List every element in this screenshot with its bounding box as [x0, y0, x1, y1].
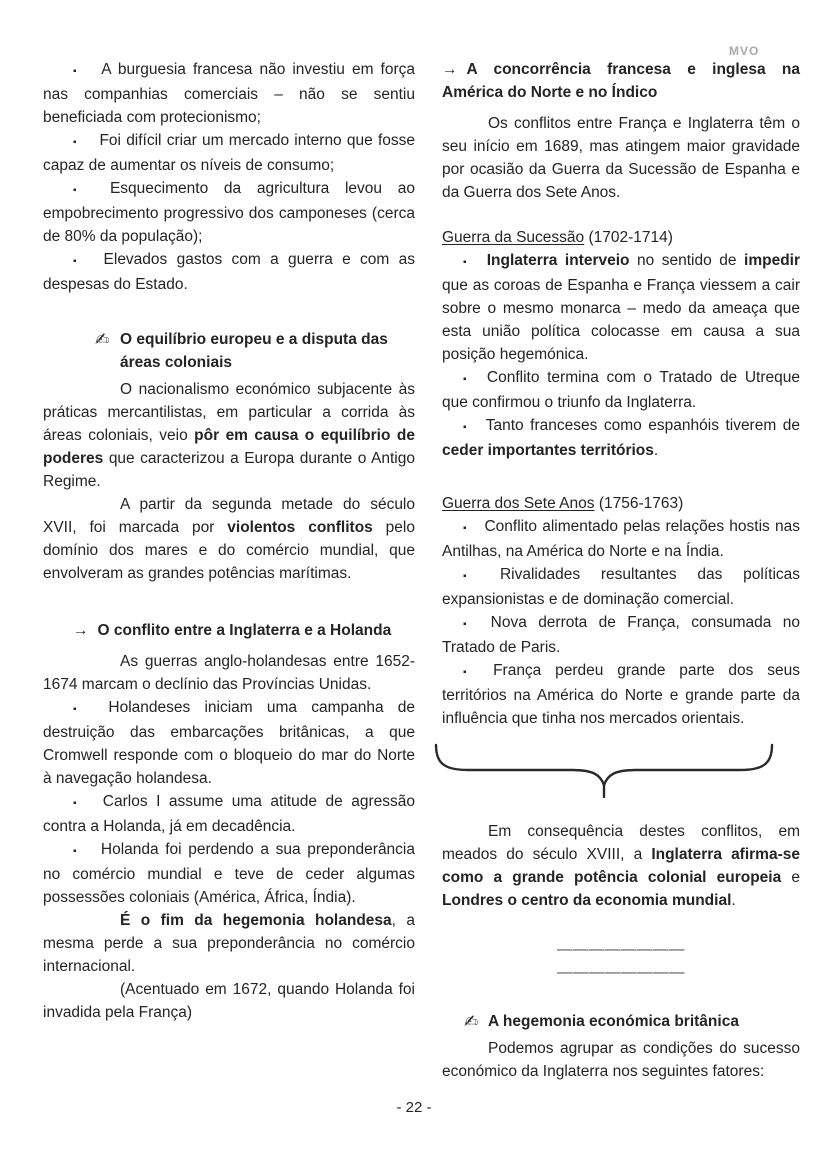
bullet-item: [442, 515, 800, 563]
bullet-item: [442, 563, 800, 611]
section-heading-text: A hegemonia económica britânica: [488, 1013, 739, 1030]
arrow-icon: →: [73, 622, 89, 639]
bullet-icon: ▪: [73, 185, 88, 196]
bullet-icon: ▪: [463, 619, 474, 630]
bullet-item: [43, 696, 415, 790]
bullet-icon: ▪: [73, 704, 87, 715]
bullet-item: [442, 611, 800, 659]
section-heading-text: O equilíbrio europeu e a disputa das áreas coloniais: [120, 331, 388, 371]
arrow-icon: →: [442, 61, 458, 78]
bullet-item: [43, 58, 415, 129]
writing-hand-icon: ✍: [95, 330, 110, 349]
arrow-heading: [43, 619, 415, 642]
bullet-text: Nova derrota de França, consumada no Tratado de Paris.: [442, 614, 800, 656]
bullet-text: Elevados gastos com a guerra e com as despesas do Estado.: [43, 251, 415, 293]
bullet-icon: ▪: [73, 846, 79, 857]
bullet-icon: ▪: [73, 256, 82, 267]
arrow-heading-text: O conflito entre a Inglaterra e a Holanda: [97, 622, 392, 639]
bullet-text: Carlos I assume uma atitude de agressão contra a Holanda, já em decadência.: [43, 793, 416, 835]
paragraph: [43, 909, 415, 978]
bullet-icon: ▪: [73, 66, 80, 77]
bullet-item: [43, 838, 415, 909]
bullet-text: Conflito alimentado pelas relações hostis nas Antilhas, na América do Norte e na Índia.: [442, 518, 800, 560]
bullet-text: Holanda foi perdendo a sua preponderância no comércio mundial e teve de ceder algumas possessões coloniais (América, África, Índia).: [43, 841, 415, 906]
paragraph-text: Em consequência destes conflitos, em meados do século XVIII, a Inglaterra afirma-se como a grande potência colonial europeia e Londres o centro da economia mundial.: [442, 823, 800, 909]
bullet-text: Inglaterra interveio no sentido de impedir que as coroas de Espanha e França viessem a cair sobre o mesmo monarca – medo da ameaça que esta união política colocasse em causa a sua posição hegemónica.: [442, 252, 800, 363]
bullet-icon: ▪: [463, 667, 477, 678]
brace-graphic: [434, 742, 800, 800]
left-column: [43, 58, 415, 1024]
paragraph-text: As guerras anglo-holandesas entre 1652-1674 marcam o declínio das Províncias Unidas.: [43, 653, 415, 693]
bullet-text: Rivalidades resultantes das políticas expansionistas e de dominação comercial.: [442, 566, 801, 608]
bullet-item: [43, 248, 415, 296]
separator-dashes: [442, 938, 800, 961]
war-subheading: [442, 492, 800, 515]
paragraph-text: (Acentuado em 1672, quando Holanda foi invadida pela França): [43, 981, 415, 1021]
paragraph: [43, 493, 415, 585]
bullet-item: [442, 366, 800, 414]
bullet-item: [442, 249, 800, 366]
arrow-heading-text: A concorrência francesa e inglesa na América do Norte e no Índico: [442, 61, 800, 101]
bullet-text: Holandeses iniciam uma campanha de destruição das embarcações britânicas, a que Cromwell responde com o bloqueio do mar do Norte à navegação holandesa.: [43, 699, 415, 787]
bullet-item: [442, 414, 800, 462]
paragraph: [43, 650, 415, 696]
right-column: [442, 58, 800, 1083]
bullet-icon: ▪: [463, 257, 470, 268]
paragraph: [43, 378, 415, 493]
bullet-text: Conflito termina com o Tratado de Utreque que confirmou o triunfo da Inglaterra.: [442, 369, 800, 411]
separator-dashes: [442, 961, 800, 984]
war-subheading: [442, 226, 800, 249]
arrow-heading: [442, 58, 800, 104]
bullet-icon: ▪: [463, 374, 470, 385]
war-subheading-text: Guerra da Sucessão (1702-1714): [442, 229, 673, 246]
bullet-icon: ▪: [73, 137, 78, 148]
paragraph-text: A partir da segunda metade do século XVII, foi marcada por violentos conflitos pelo domínio dos mares e do comércio mundial, que envolveram as grandes potências marítimas.: [43, 496, 415, 582]
bullet-item: [43, 790, 415, 838]
writing-hand-icon: ✍: [464, 1012, 479, 1031]
bullet-item: [43, 177, 415, 248]
paragraph-text: Podemos agrupar as condições do sucesso económico da Inglaterra nos seguintes fatores:: [442, 1040, 800, 1080]
bullet-text: França perdeu grande parte dos seus territórios na América do Norte e grande parte da influência que tinha nos mercados orientais.: [442, 662, 800, 727]
bullet-icon: ▪: [463, 422, 469, 433]
section-heading: [442, 1010, 800, 1033]
bullet-text: Foi difícil criar um mercado interno que fosse capaz de aumentar os níveis de consumo;: [43, 132, 415, 174]
paragraph-text: O nacionalismo económico subjacente às práticas mercantilistas, em particular a corrida às áreas coloniais, veio pôr em causa o equilíbrio de poderes que caracterizou a Europa durante o Antigo Regime.: [43, 381, 415, 490]
bullet-icon: ▪: [73, 798, 81, 809]
paragraph: [442, 1037, 800, 1083]
section-heading: [43, 328, 415, 374]
paragraph-text: Os conflitos entre França e Inglaterra têm o seu início em 1689, mas atingem maior gravidade por ocasião da Guerra da Sucessão de Espanha e da Guerra dos Sete Anos.: [442, 115, 800, 201]
bullet-text: A burguesia francesa não investiu em força nas companhias comerciais – não se sentiu beneficiada com protecionismo;: [43, 61, 415, 126]
dash-line: ————————: [557, 941, 685, 958]
paragraph-text: É o fim da hegemonia holandesa, a mesma perde a sua preponderância no comércio internacional.: [43, 912, 415, 975]
paragraph: [442, 820, 800, 912]
bullet-text: Tanto franceses como espanhóis tiverem de ceder importantes territórios.: [442, 417, 800, 459]
paragraph: [43, 978, 415, 1024]
paragraph: [442, 112, 800, 204]
bullet-icon: ▪: [463, 571, 483, 582]
bullet-text: Esquecimento da agricultura levou ao empobrecimento progressivo dos camponeses (cerca de 80% da população);: [43, 180, 415, 245]
bullet-icon: ▪: [463, 523, 468, 534]
war-subheading-text: Guerra dos Sete Anos (1756-1763): [442, 495, 684, 512]
page-number: - 22 -: [396, 1099, 432, 1116]
page-header-initials: MVO: [729, 44, 760, 58]
bullet-item: [43, 129, 415, 177]
dash-line: ————————: [557, 964, 685, 981]
bullet-item: [442, 659, 800, 730]
